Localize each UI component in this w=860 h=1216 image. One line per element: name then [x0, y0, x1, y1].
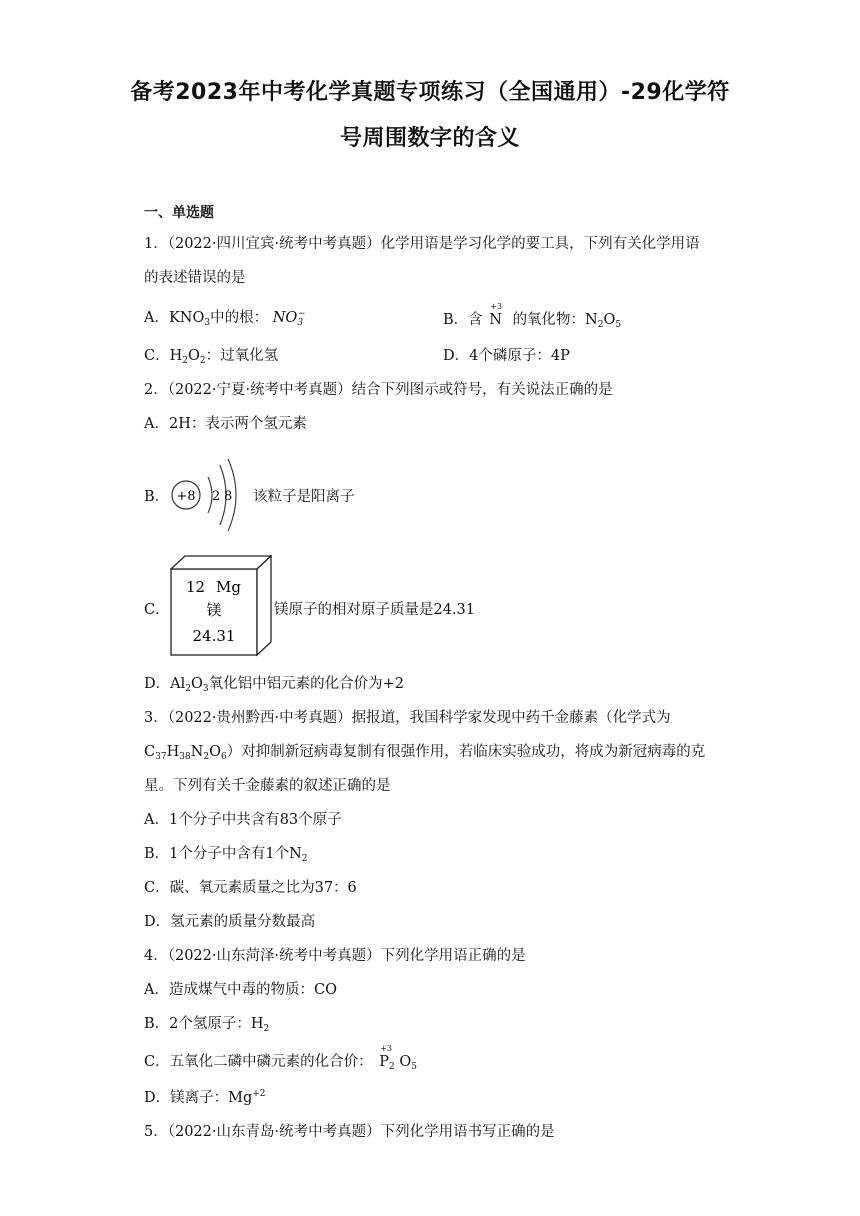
- q1-b-sub2: 5: [615, 320, 622, 330]
- q1-b-prefix: B．含: [443, 312, 483, 328]
- q1-stem-line1: 1．（2022·四川宜宾·统考中考真题）化学用语是学习化学的要工具，下列有关化学用语: [144, 236, 700, 252]
- q2-d-sub1: 2: [185, 684, 191, 694]
- q2-option-b-text: 该粒子是阳离子: [253, 489, 355, 505]
- phosphorus-valence: [379, 1044, 392, 1070]
- atomic-mass: 24.31: [192, 627, 236, 645]
- atomic-number: 12: [186, 578, 206, 596]
- q3-h-sub: 38: [179, 752, 191, 762]
- element-symbol-mg: Mg: [216, 578, 241, 596]
- q4-d-charge: +2: [252, 1089, 266, 1099]
- shell-1-electrons: 2: [212, 489, 221, 504]
- q2-stem: 2．（2022·宁夏·统考中考真题）结合下列图示或符号，有关说法正确的是: [144, 382, 613, 398]
- q1-b-mid: 的氧化物：N: [512, 312, 598, 328]
- q4-option-a: A．造成煤气中毒的物质：CO: [144, 982, 337, 998]
- nitrogen-valence: [489, 302, 503, 328]
- p-sub: 2: [388, 1062, 395, 1072]
- shell-2-electrons: 8: [224, 489, 233, 504]
- q3-option-d: D．氢元素的质量分数最高: [144, 914, 316, 930]
- q3-h: H: [166, 744, 180, 760]
- q1-option-b: [443, 302, 622, 330]
- q1-b-o: O: [603, 312, 616, 328]
- nitrate-ion: [273, 310, 306, 326]
- q3-n-sub: 2: [203, 752, 210, 762]
- q1-c-prefix: C．H: [144, 348, 183, 364]
- q4-b-prefix: B．2个氢原子：H: [144, 1016, 264, 1032]
- q2-option-c-label: C．: [144, 602, 170, 618]
- q1-option-a: [144, 306, 306, 328]
- nitrate-symbol: NO: [272, 310, 298, 326]
- q2-d-o: O: [190, 676, 203, 692]
- nucleus-charge: +8: [176, 489, 196, 504]
- atom-structure-diagram: [168, 455, 244, 531]
- q2-option-a: A．2H：表示两个氢元素: [144, 416, 307, 432]
- q2-option-b-label: B．: [144, 489, 170, 505]
- page-title-line1: 备考2023年中考化学真题专项练习（全国通用）-29化学符: [130, 80, 730, 105]
- q2-d-sub2: 3: [202, 684, 209, 694]
- q3-stem-line2: [144, 740, 705, 762]
- element-name: 镁: [206, 601, 222, 619]
- q1-c-sub1: 2: [182, 356, 188, 366]
- q3-option-b: [144, 842, 308, 864]
- q4-c-prefix: C．五氧化二磷中磷元素的化合价：: [144, 1054, 373, 1070]
- q4-option-c: [144, 1044, 417, 1072]
- q3-c-sub: 37: [155, 752, 167, 762]
- q2-d-prefix: D．Al: [144, 676, 186, 692]
- q1-c-o: O: [187, 348, 200, 364]
- valence-mark: +3: [490, 302, 503, 311]
- section-heading: 一、单选题: [144, 205, 214, 221]
- q2-d-rest: 氧化铝中铝元素的化合价为+2: [208, 676, 404, 692]
- q3-option-c: C．碳、氧元素质量之比为37：6: [144, 880, 357, 896]
- q3-n: N: [190, 744, 204, 760]
- nitrate-sub: 3: [297, 318, 304, 328]
- element-symbol: N: [489, 312, 502, 328]
- p-symbol: P: [379, 1054, 389, 1070]
- q3-o-sub: 6: [220, 752, 227, 762]
- q2-option-c-text: 镁原子的相对原子质量是24.31: [274, 602, 476, 618]
- q4-option-d: [144, 1086, 266, 1107]
- q1-c-rest: ：过氧化氢: [205, 348, 279, 364]
- q1-option-d: D．4个磷原子：4P: [443, 348, 570, 364]
- q4-b-sub: 2: [263, 1024, 270, 1034]
- o-sub: 5: [411, 1062, 417, 1072]
- q3-option-a: A．1个分子中共含有83个原子: [144, 812, 342, 828]
- q1-a-prefix: A．KNO: [144, 310, 205, 326]
- q3-stem-line1: 3．（2022·贵州黔西·中考真题）据报道，我国科学家发现中药千金藤素（化学式为: [144, 710, 671, 726]
- q1-a-sub: 3: [204, 318, 211, 328]
- valence-mark: +3: [380, 1044, 392, 1053]
- q3-b-prefix: B．1个分子中含有1个N: [144, 846, 302, 862]
- q1-stem-line2: 的表述错误的是: [144, 270, 246, 286]
- q1-option-c: [144, 344, 278, 366]
- q3-o: O: [209, 744, 221, 760]
- q3-c: C: [144, 744, 156, 760]
- element-cube: [170, 555, 272, 657]
- q3-line2-rest: ）对抑制新冠病毒复制有很强作用，若临床实验成功，将成为新冠病毒的克: [226, 744, 706, 760]
- q4-option-b: [144, 1012, 269, 1034]
- q1-b-sub1: 2: [597, 320, 604, 330]
- page-title-line2: 号周围数字的含义: [339, 126, 520, 151]
- q1-a-mid: 中的根：: [210, 310, 269, 326]
- q4-stem: 4．（2022·山东菏泽·统考中考真题）下列化学用语正确的是: [144, 948, 526, 964]
- nitrate-charge: −: [298, 309, 306, 319]
- q1-c-sub2: 2: [199, 356, 206, 366]
- q3-stem-line3: 星。下列有关千金藤素的叙述正确的是: [144, 778, 391, 794]
- q5-stem: 5．（2022·山东青岛·统考中考真题）下列化学用语书写正确的是: [144, 1124, 555, 1140]
- o-symbol: O: [399, 1054, 412, 1070]
- q3-b-sub: 2: [301, 854, 308, 864]
- q4-d-prefix: D．镁离子：Mg: [144, 1090, 253, 1106]
- q2-option-d: [144, 672, 404, 694]
